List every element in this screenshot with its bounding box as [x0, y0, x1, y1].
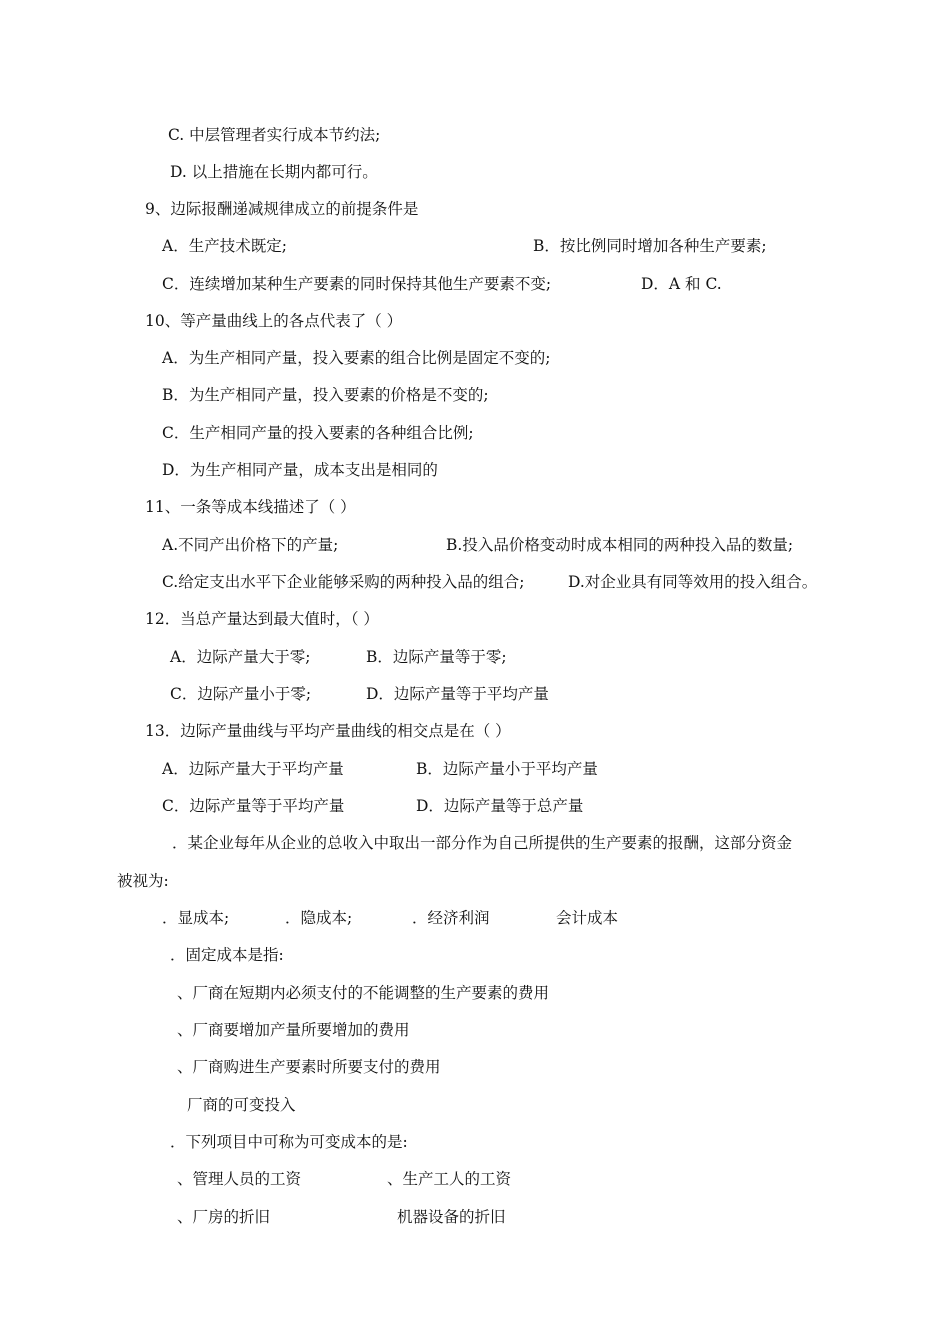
q16-option-c: 、厂房的折旧	[177, 1208, 271, 1226]
q13-option-b: B．边际产量小于平均产量	[416, 760, 598, 778]
q8-option-d: D. 以上措施在长期内都可行。	[170, 163, 378, 181]
q12-option-c: C．边际产量小于零;	[170, 685, 312, 703]
q13-option-a: A．边际产量大于平均产量	[162, 760, 344, 778]
q9-option-c: C．连续增加某种生产要素的同时保持其他生产要素不变;	[162, 275, 552, 293]
q11-stem: 11、一条等成本线描述了（ ）	[145, 498, 356, 516]
q12-option-b: B．边际产量等于零;	[366, 648, 507, 666]
q15-option-a: 、厂商在短期内必须支付的不能调整的生产要素的费用	[177, 984, 550, 1002]
q10-option-a: A．为生产相同产量，投入要素的组合比例是固定不变的;	[162, 349, 551, 367]
q16-option-a: 、管理人员的工资	[177, 1170, 302, 1188]
q15-option-d: 厂商的可变投入	[187, 1096, 296, 1114]
q13-stem: 13．边际产量曲线与平均产量曲线的相交点是在（ ）	[145, 722, 511, 740]
q13-option-c: C．边际产量等于平均产量	[162, 797, 345, 815]
q11-option-a: A.不同产出价格下的产量;	[162, 536, 339, 554]
q12-stem: 12．当总产量达到最大值时，（ ）	[145, 610, 379, 628]
q12-option-d: D．边际产量等于平均产量	[366, 685, 549, 703]
q10-option-c: C．生产相同产量的投入要素的各种组合比例;	[162, 424, 474, 442]
q11-option-b: B.投入品价格变动时成本相同的两种投入品的数量;	[446, 536, 794, 554]
q10-stem: 10、等产量曲线上的各点代表了（ ）	[145, 312, 403, 330]
q10-option-d: D．为生产相同产量，成本支出是相同的	[162, 461, 438, 479]
q8-option-c: C. 中层管理者实行成本节约法;	[168, 126, 381, 144]
q9-option-b: B．按比例同时增加各种生产要素;	[533, 237, 767, 255]
q14-option-a: ．显成本;	[162, 909, 230, 927]
q14-option-c: ．经济利润	[412, 909, 490, 927]
q16-option-b: 、生产工人的工资	[387, 1170, 512, 1188]
q10-option-b: B．为生产相同产量，投入要素的价格是不变的;	[162, 386, 489, 404]
q15-option-b: 、厂商要增加产量所要增加的费用	[177, 1021, 410, 1039]
q9-stem: 9、边际报酬递减规律成立的前提条件是	[145, 200, 419, 218]
q15-stem: ．固定成本是指:	[170, 946, 284, 964]
q9-option-d: D．A 和 C.	[641, 275, 722, 293]
q15-option-c: 、厂商购进生产要素时所要支付的费用	[177, 1058, 441, 1076]
q9-option-a: A．生产技术既定;	[162, 237, 287, 255]
q16-option-d: 机器设备的折旧	[397, 1208, 506, 1226]
q16-stem: ．下列项目中可称为可变成本的是:	[170, 1133, 408, 1151]
q14-option-b: ．隐成本;	[285, 909, 353, 927]
q14-stem-line2: 被视为:	[117, 872, 169, 890]
q14-stem-line1: ．某企业每年从企业的总收入中取出一部分作为自己所提供的生产要素的报酬，这部分资金	[172, 834, 793, 852]
q12-option-a: A．边际产量大于零;	[170, 648, 311, 666]
q14-option-d: 会计成本	[556, 909, 619, 927]
q11-option-d: D.对企业具有同等效用的投入组合。	[568, 573, 818, 591]
q13-option-d: D．边际产量等于总产量	[416, 797, 584, 815]
q11-option-c: C.给定支出水平下企业能够采购的两种投入品的组合;	[162, 573, 525, 591]
